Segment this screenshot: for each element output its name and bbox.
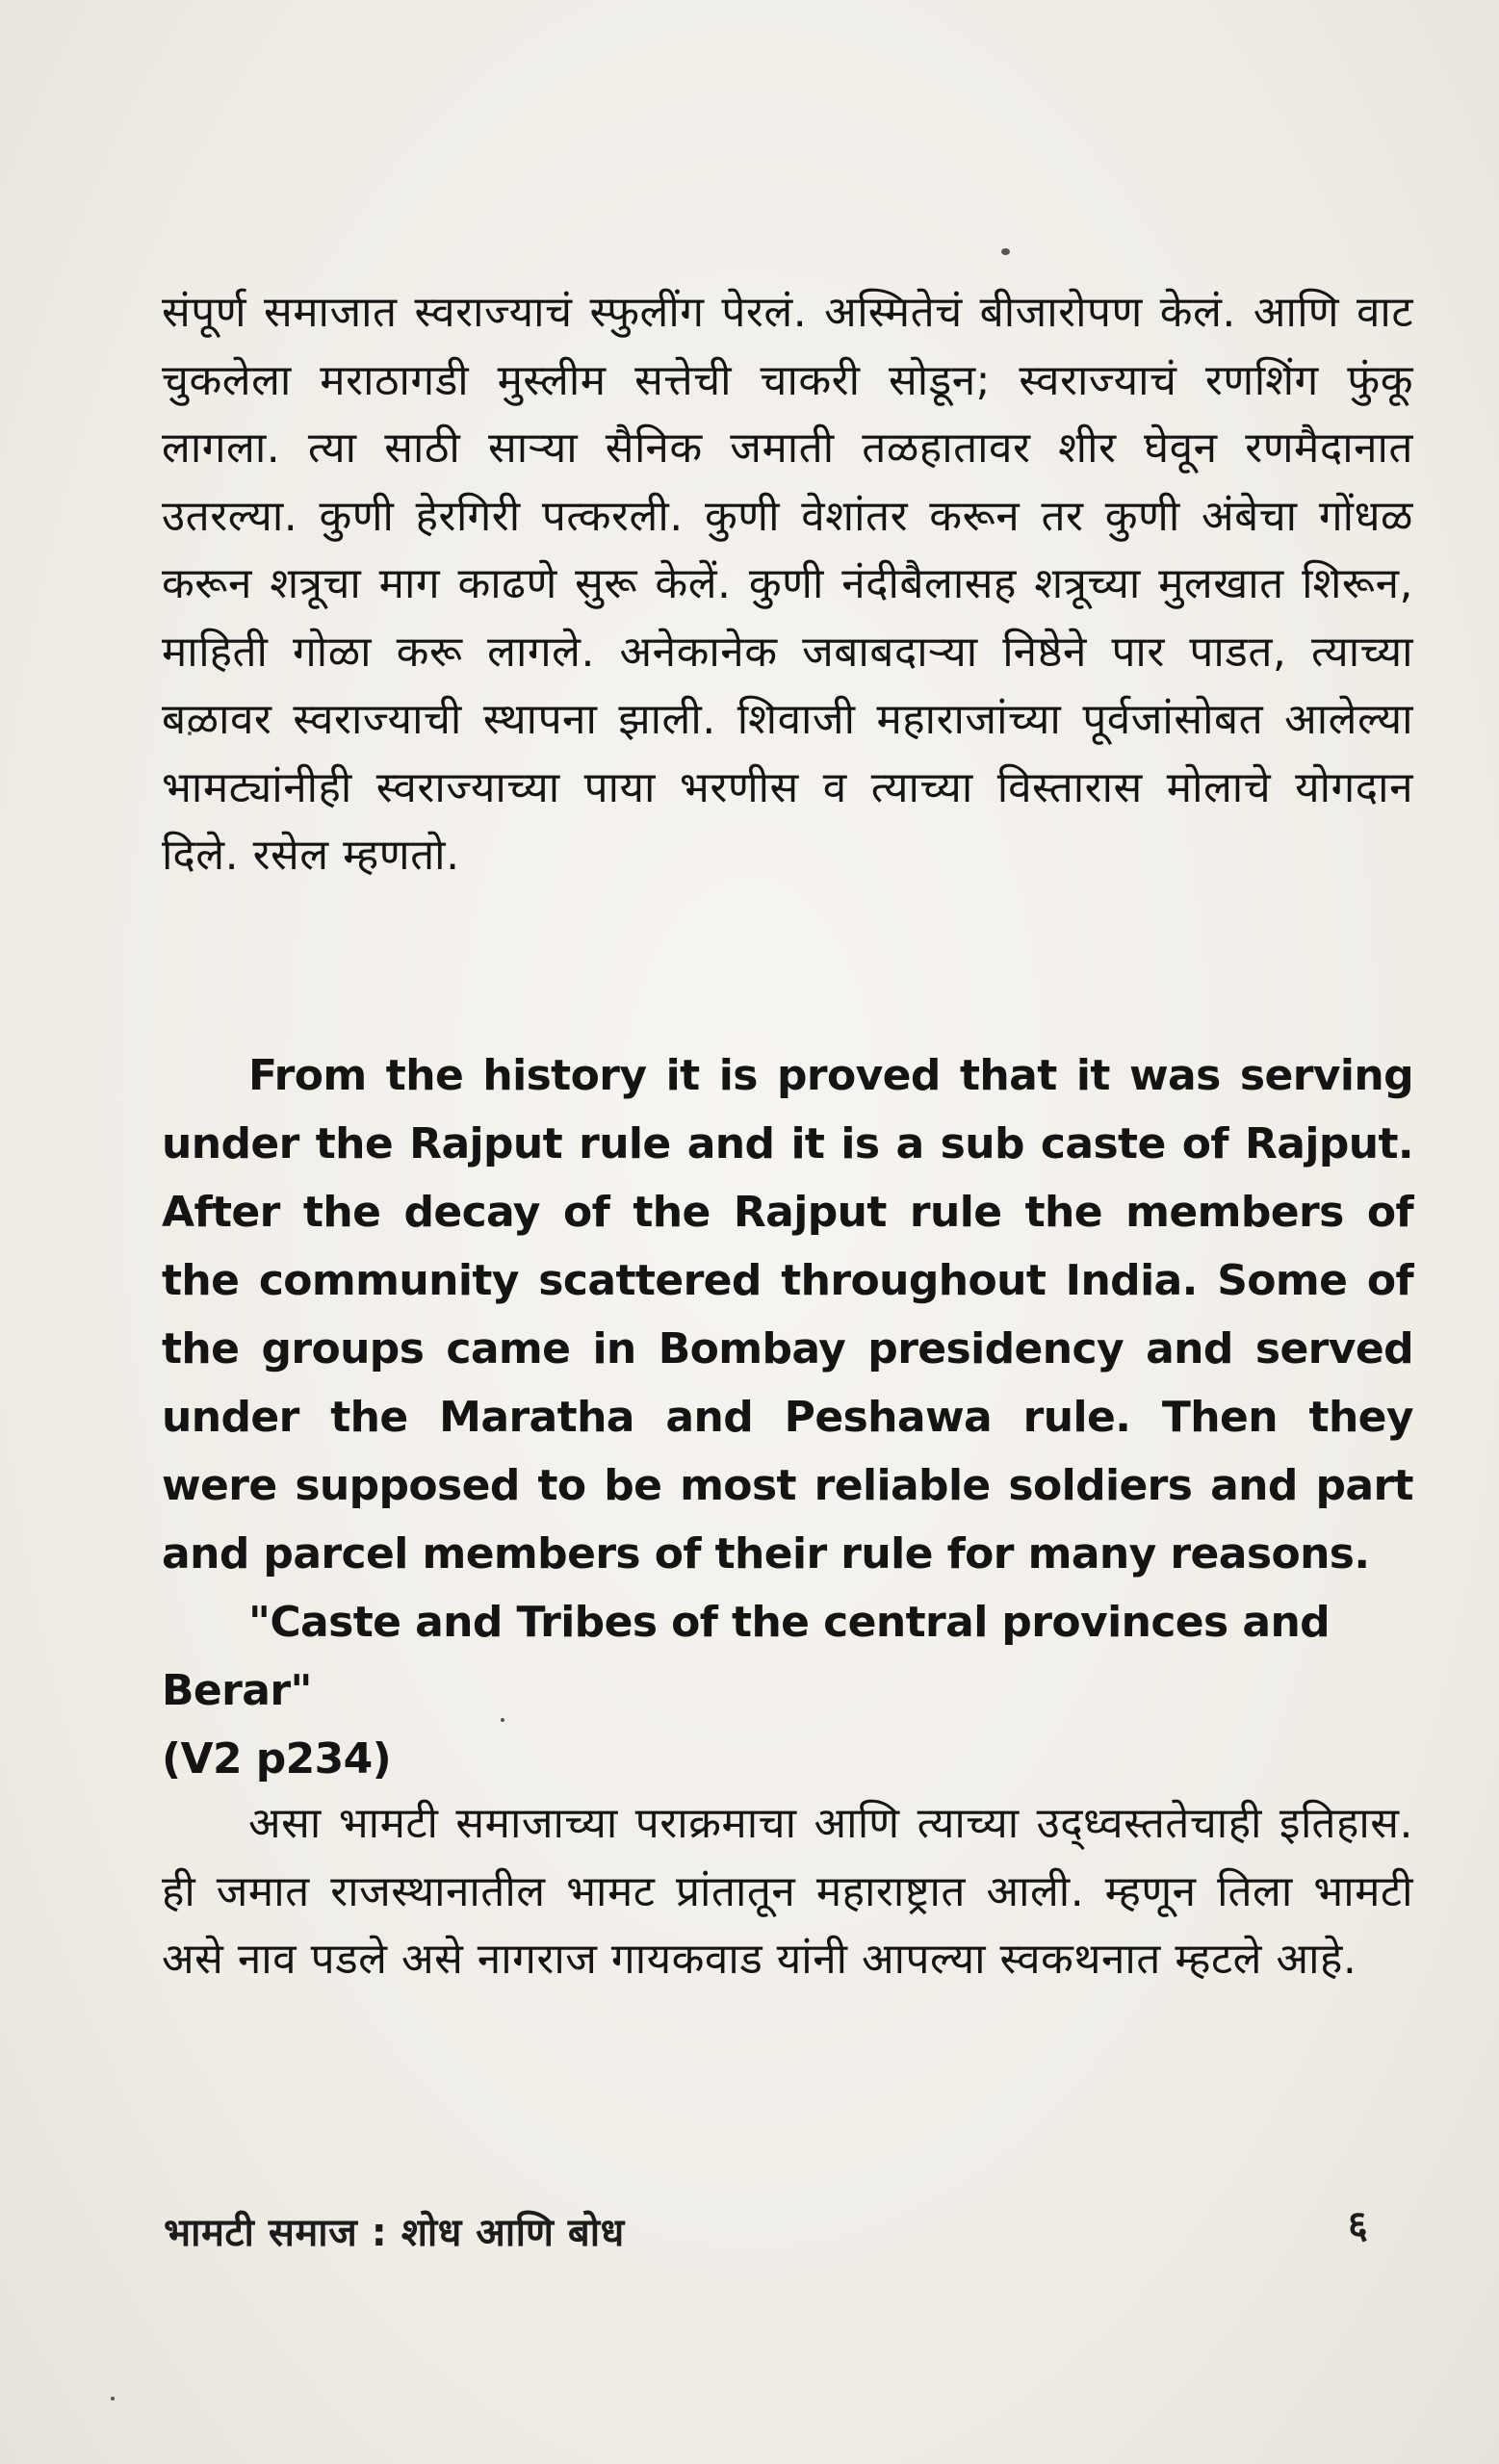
- marathi-paragraph-2-block: [162, 1790, 1413, 1994]
- citation-reference: (V2 p234): [162, 1734, 392, 1784]
- marathi-paragraph-2: असा भामटी समाजाच्या पराक्रमाचा आणि त्याच्या उद्ध्वस्ततेचाही इतिहास. ही जमात राजस्थानातील भामट प्रांतातून महाराष्ट्रात आली. म्हणून तिला भामटी असे नाव पडले असे नागराज गायकवाड यांनी आपल्या स्वकथनात म्हटले आहे.: [162, 1799, 1413, 1984]
- page-number: ६: [1348, 2203, 1368, 2247]
- print-speck: [111, 2397, 115, 2400]
- marathi-paragraph-1: संपूर्ण समाजात स्वराज्याचं स्फुलींग पेरलं. अस्मितेचं बीजारोपण केलं. आणि वाट चुकलेला मराठागडी मुस्लीम सत्तेची चाकरी सोडून; स्वराज्याचं रणशिंग फुंकू लागला. त्या साठी साऱ्या सैनिक जमाती तळहातावर शीर घेवून रणमैदानात उतरल्या. कुणी हेरगिरी पत्करली. कुणी वेशांतर करून तर कुणी अंबेचा गोंधळ करून शत्रूचा माग काढणे सुरू केलें. कुणी नंदीबैलासह शत्रूच्या मुलखात शिरून, माहिती गोळा करू लागले. अनेकानेक जबाबदाऱ्या निष्ठेने पार पाडत, त्याच्या बळावर स्वराज्याची स्थापना झाली. शिवाजी महाराजांच्या पूर्वजांसोबत आलेल्या भामट्यांनीही स्वराज्याच्या पाया भरणीस व त्याच्या विस्तारास मोलाचे योगदान दिले. रसेल म्हणतो.: [162, 288, 1413, 880]
- citation-title: "Caste and Tribes of the central provinces and Berar": [162, 1598, 1331, 1715]
- print-speck: [1001, 248, 1010, 255]
- english-quote-block: [162, 1041, 1413, 1793]
- marathi-paragraph-1-block: [162, 279, 1413, 890]
- footer-book-title: भामटी समाज : शोध आणि बोध: [164, 2211, 625, 2255]
- english-quote-paragraph: From the history it is proved that it was serving under the Rajput rule and it is a sub caste of Rajput. After the decay of the Rajput rule the members of the community scattered throughout India. Some of the groups came in Bombay presidency and served under the Maratha and Peshawa rule. Then they were supposed to be most reliable soldiers and part and parcel members of their rule for many reasons.: [162, 1051, 1413, 1578]
